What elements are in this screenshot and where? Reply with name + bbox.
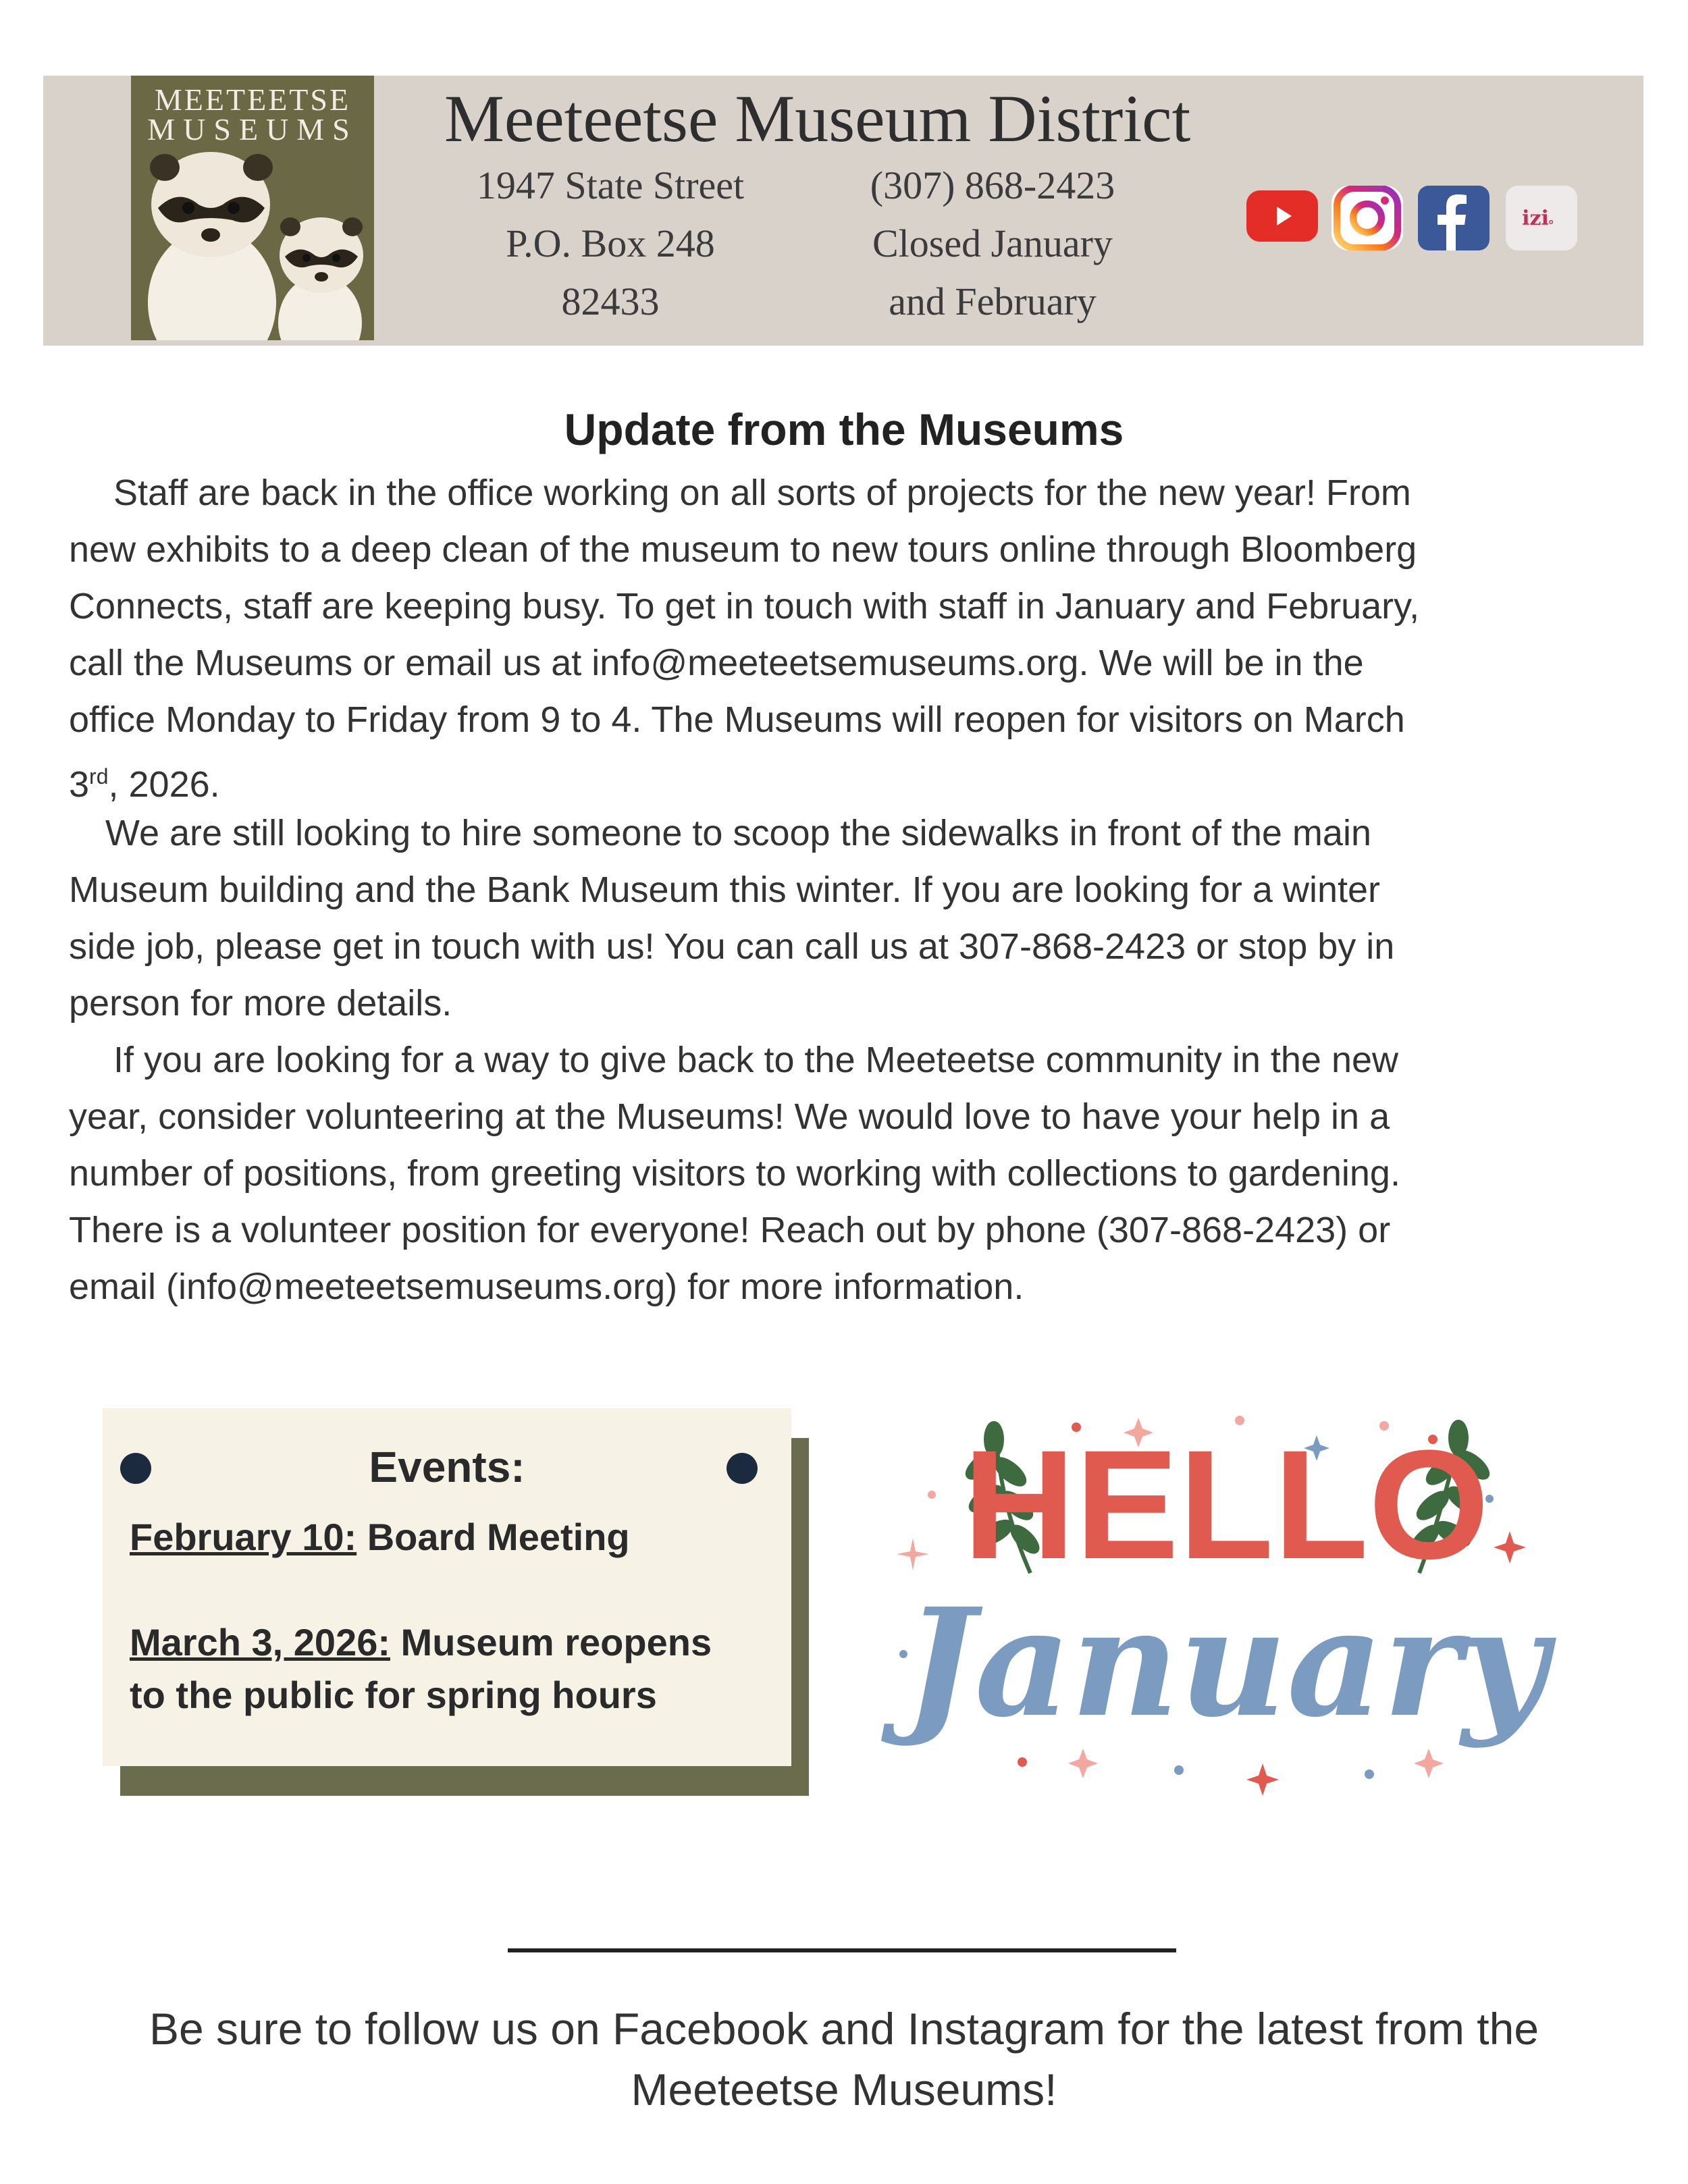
org-name: Meeteetse Museum District xyxy=(444,81,1191,156)
event-item: February 10: Board Meeting xyxy=(130,1516,630,1558)
event-date: March 3, 2026: xyxy=(130,1621,390,1663)
footer-message: Be sure to follow us on Facebook and Instagram for the latest from the Meeteetse Museums! xyxy=(149,2004,1539,2114)
event-date: February 10: xyxy=(130,1516,357,1558)
events-card xyxy=(103,1408,791,1766)
phone-number[interactable]: (307) 868-2423 xyxy=(870,163,1115,207)
events-title: Events: xyxy=(369,1443,525,1491)
phone-and-hours: (307) 868-2423 Closed January and February xyxy=(837,157,1148,331)
header-banner xyxy=(43,76,1643,346)
event-item: March 3, 2026: Museum reopens to the public for spring hours xyxy=(130,1621,712,1716)
izi-travel-icon[interactable]: izi 。 xyxy=(1506,186,1577,250)
instagram-icon[interactable] xyxy=(1331,186,1403,250)
logo-text: MEETEETSE MUSEUMS xyxy=(147,82,358,147)
section-title: Update from the Museums xyxy=(564,404,1124,454)
update-paragraph-2: We are still looking to hire someone to scoop the sidewalks in front of the main Museum building and the Bank Museum this winter. If you are looking for a winter side job, please get in touch with us! You can call us at 307-868-2423 or stop by in person for more details. xyxy=(69,813,1395,1023)
hello-word: HELLO xyxy=(963,1418,1489,1591)
hello-january-illustration xyxy=(875,1397,1577,1830)
youtube-icon[interactable] xyxy=(1246,190,1318,242)
mailing-address: 1947 State Street P.O. Box 248 82433 xyxy=(476,163,745,323)
update-paragraph-3: If you are looking for a way to give back to the Meeteetse community in the new year, consider volunteering at the Museums! We would love to have your help in a number of positions, from greeting visitors to working with collections to gardening. There is a volunteer position for everyone! Reach out by phone (307-868-2423) or email (info@meeteetsemuseums.org) for more information. xyxy=(69,1040,1400,1307)
update-paragraph-1: Staff are back in the office working on all sorts of projects for the new year! From new exhibits to a deep clean of the museum to new tours online through Bloomberg Connects, staff are keeping busy. To get in touch with staff in January and February, call the Museums or email us at info@meeteetsemuseums.org. We will be in the office Monday to Friday from 9 to 4. The Museums will reopen for visitors on March 3rd, 2026. xyxy=(69,473,1420,805)
footer-divider xyxy=(508,1948,1176,1952)
january-word: January xyxy=(904,1575,1548,1750)
museum-logo[interactable] xyxy=(131,76,374,340)
ferret-illustration xyxy=(131,140,374,340)
facebook-icon[interactable] xyxy=(1418,186,1489,250)
